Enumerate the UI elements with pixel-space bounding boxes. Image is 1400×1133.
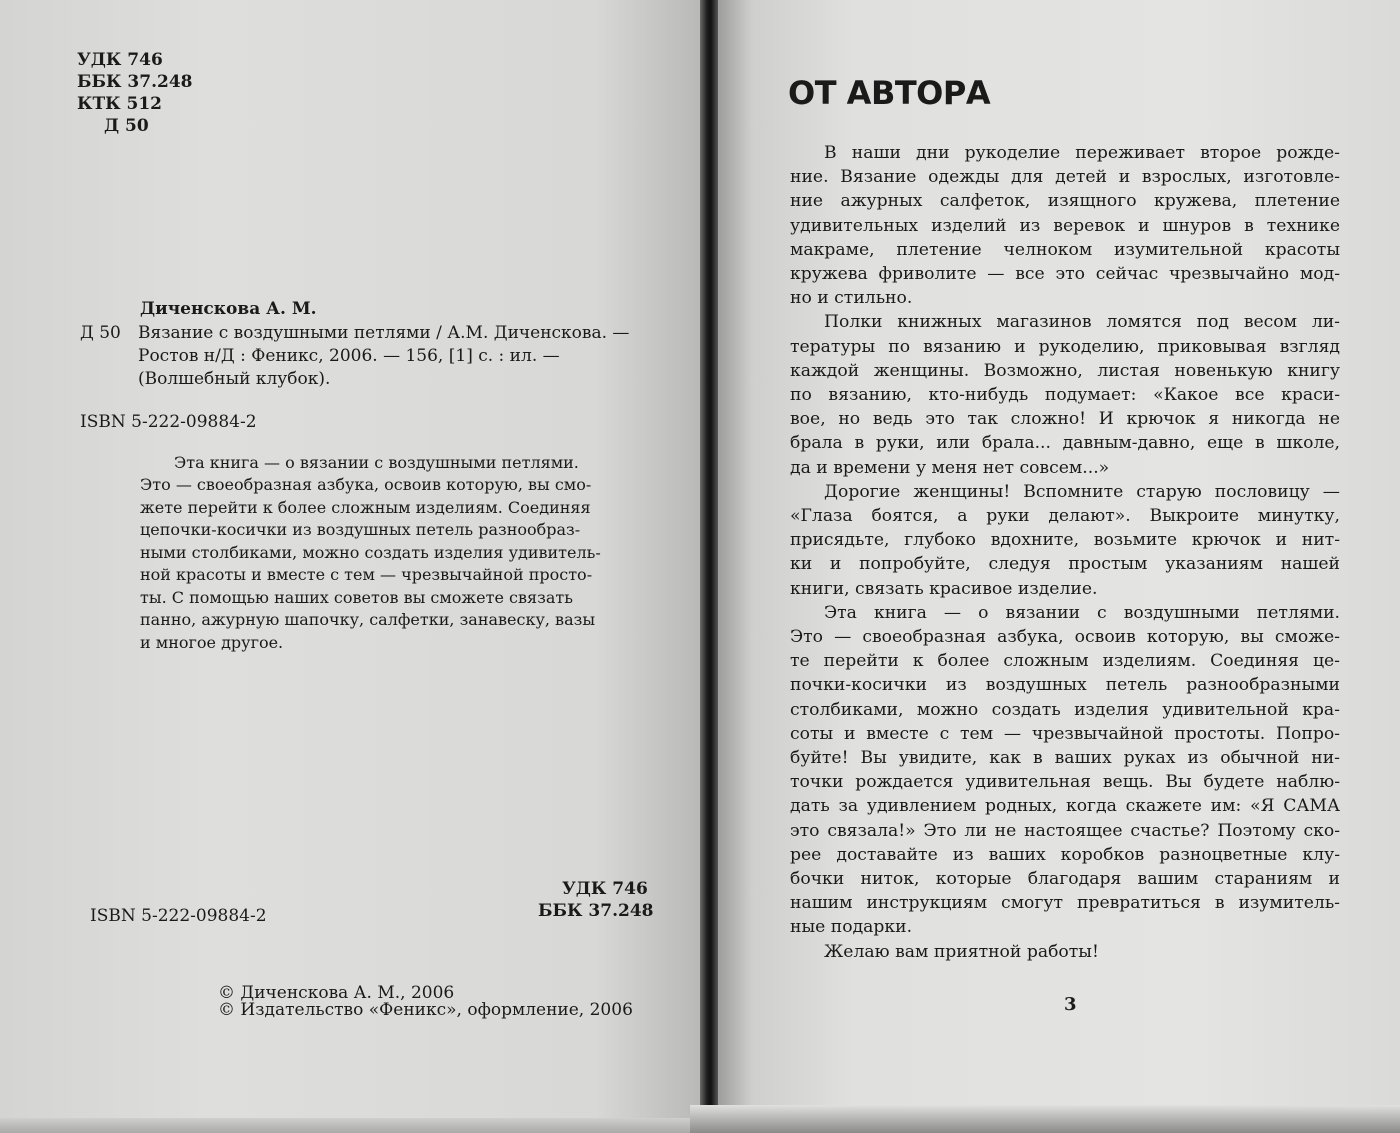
bib-line-3: (Волшебный клубок). [138, 369, 331, 389]
body-line: буйте! Вы увидите, как в ваших руках из обычной ни- [790, 748, 1340, 768]
annotation-line: цепочки-косички из воздушных петель разнообраз- [140, 520, 581, 539]
body-line: ние ажурных салфеток, изящного кружева, плетение [790, 191, 1340, 212]
body-line: точки рождается удивительная вещь. Вы будете наблю- [790, 772, 1340, 793]
annotation-line: Эта книга — о вязании с воздушными петлями. [174, 453, 579, 472]
body-line: макраме, плетение челноком изумительной красоты [790, 239, 1340, 260]
body-line: В наши дни рукоделие переживает второе рожде- [824, 143, 1340, 163]
body-line: тературы по вязанию и рукоделию, приковывая взгляд [790, 336, 1340, 357]
footer-isbn: ISBN 5-222-09884-2 [90, 906, 267, 926]
body-line: столбиками, можно создать изделия удивительной кра- [790, 699, 1340, 720]
body-line: но и стильно. [790, 288, 913, 309]
annotation-line: жете перейти к более сложным изделиям. Соединяя [140, 498, 591, 517]
bib-mark: Д 50 [80, 323, 121, 343]
body-line: это связала!» Это ли не настоящее счастье? Поэтому ско- [790, 820, 1340, 841]
body-line: ние. Вязание одежды для детей и взрослых, изготовле- [790, 167, 1340, 188]
body-line: соты и вместе с тем — чрезвычайной простоты. Попро- [790, 723, 1340, 744]
bib-line-2: Ростов н/Д : Феникс, 2006. — 156, [1] с. : ил. — [138, 346, 560, 366]
body-line: да и времени у меня нет совсем...» [790, 457, 1110, 478]
bbk-code: ББК 37.248 [77, 72, 193, 92]
page-number: 3 [1064, 994, 1077, 1015]
body-line: Желаю вам приятной работы! [824, 941, 1099, 962]
body-line: Эта книга — о вязании с воздушными петлями. [824, 602, 1340, 623]
page-bottom-edge [690, 1105, 1400, 1133]
body-line: нашим инструкциям смогут превратиться в изумитель- [790, 893, 1340, 914]
annotation-line: панно, ажурную шапочку, салфетки, занавеску, вазы [140, 610, 596, 629]
body-line: брала в руки, или брала... давным-давно, еще в школе, [790, 433, 1340, 454]
body-line: удивительных изделий из веревок и шнуров в технике [790, 215, 1340, 236]
chapter-heading: ОТ АВТОРА [788, 74, 991, 112]
annotation-line: Это — своеобразная азбука, освоив которую, вы смо- [140, 475, 592, 494]
annotation-line: ной красоты и вместе с тем — чрезвычайной просто- [140, 565, 593, 584]
copyright-author: © Диченскова А. М., 2006 [218, 983, 455, 1003]
annotation-line: ными столбиками, можно создать изделия удивитель- [140, 543, 601, 562]
bib-line-1: Вязание с воздушными петлями / А.М. Диченскова. — [138, 323, 630, 343]
body-line: вое, но ведь это так сложно! И крючок я никогда не [790, 409, 1340, 430]
body-line: дать за удивлением родных, когда скажете им: «Я САМА [790, 796, 1340, 817]
body-line: Полки книжных магазинов ломятся под весом ли- [824, 312, 1340, 333]
annotation-line: ты. С помощью наших советов вы сможете связать [140, 588, 573, 607]
body-line: каждой женщины. Возможно, листая новенькую книгу [790, 360, 1340, 381]
author-mark: Д 50 [104, 116, 149, 136]
right-page [718, 0, 1400, 1133]
body-line: рее доставайте из ваших коробков разноцветные клу- [790, 844, 1340, 865]
body-line: кружева фриволите — все это сейчас чрезвычайно мод- [790, 264, 1340, 284]
body-line: ки и попробуйте, следуя простым указаниям нашей [790, 554, 1340, 575]
body-line: книги, связать красивое изделие. [790, 578, 1098, 599]
body-line: почки-косички из воздушных петель разнообразными [790, 675, 1340, 696]
body-line: Это — своеобразная азбука, освоив которую, вы сможе- [790, 627, 1340, 647]
body-line: «Глаза боятся, а руки делают». Выкроите минутку, [790, 506, 1340, 526]
udk-code: УДК 746 [77, 50, 163, 70]
body-line: Дорогие женщины! Вспомните старую пословицу — [824, 481, 1340, 502]
footer-bbk: ББК 37.248 [538, 901, 654, 921]
footer-udk: УДК 746 [562, 879, 648, 899]
annotation-line: и многое другое. [140, 633, 284, 652]
ktk-code: КТК 512 [77, 94, 162, 114]
body-line: присядьте, глубоко вдохните, возьмите крючок и нит- [790, 530, 1340, 551]
page-bottom-edge [0, 1118, 700, 1133]
bib-isbn: ISBN 5-222-09884-2 [80, 412, 257, 432]
copyright-publisher: © Издательство «Феникс», оформление, 2006 [218, 1000, 633, 1020]
book-gutter [700, 0, 718, 1133]
bib-author: Диченскова А. М. [140, 299, 317, 319]
body-line: ные подарки. [790, 917, 913, 938]
body-line: те перейти к более сложным изделиям. Соединяя це- [790, 651, 1340, 672]
body-line: бочки ниток, которые благодаря вашим стараниям и [790, 869, 1340, 889]
body-line: по вязанию, кто-нибудь подумает: «Какое все краси- [790, 385, 1340, 405]
